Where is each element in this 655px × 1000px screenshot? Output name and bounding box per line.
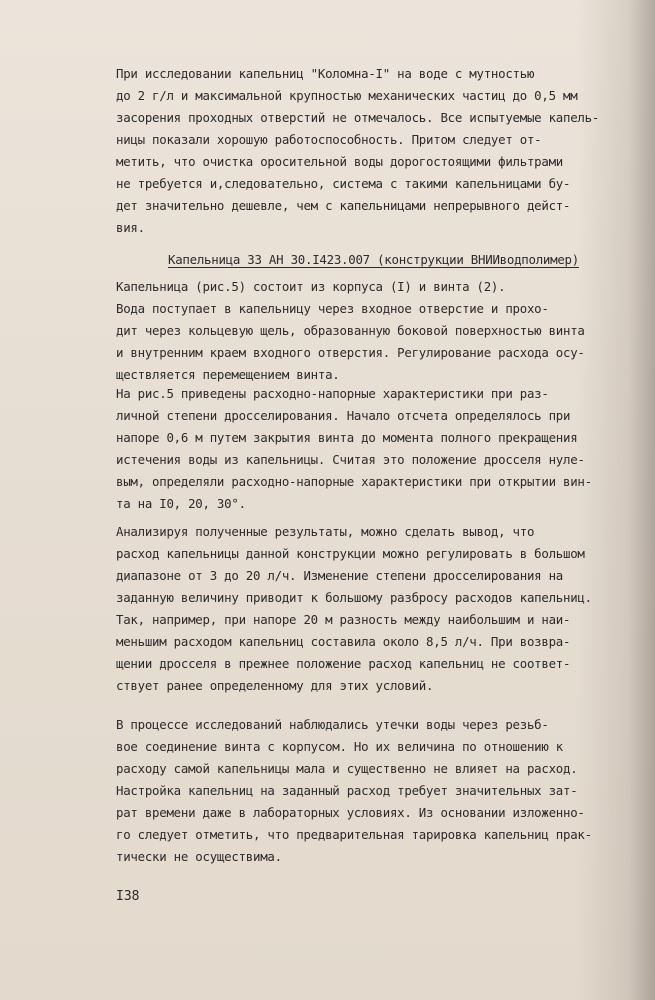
text-line: вия.: [116, 220, 145, 235]
text-line: Анализируя полученные результаты, можно сделать вывод, что: [116, 524, 535, 539]
text-line: расходу самой капельницы мала и существенно не влияет на расход.: [116, 761, 578, 776]
text-line: та на I0, 20, 30°.: [116, 496, 246, 511]
text-line: В процессе исследований наблюдались утечки воды через резьб-: [116, 717, 549, 732]
text-line: Настройка капельниц на заданный расход требует значительных зат-: [116, 783, 578, 798]
text-line: меньшим расходом капельниц составила около 8,5 л/ч. При возвра-: [116, 634, 571, 649]
section-heading: Капельница 33 АН 30.I423.007 (конструкции ВНИИводполимер): [168, 252, 579, 267]
text-line: и внутренним краем входного отверстия. Регулирование расхода осу-: [116, 345, 585, 360]
text-line: до 2 г/л и максимальной крупностью механических частиц до 0,5 мм: [116, 88, 578, 103]
text-line: вым, определяли расходно-напорные характеристики при открытии вин-: [116, 474, 592, 489]
text-line: ницы показали хорошую работоспособность. Притом следует от-: [116, 132, 542, 147]
text-line: тически не осуществима.: [116, 849, 282, 864]
text-line: При исследовании капельниц "Коломна-I" на воде с мутностью: [116, 66, 535, 81]
text-line: ствует ранее определенному для этих условий.: [116, 678, 434, 693]
text-line: дет значительно дешевле, чем с капельницами непрерывного дейст-: [116, 198, 571, 213]
text-line: напоре 0,6 м путем закрытия винта до момента полного прекращения: [116, 430, 578, 445]
text-line: Капельница (рис.5) состоит из корпуса (I) и винта (2).: [116, 279, 506, 294]
text-line: заданную величину приводит к большому разбросу расходов капельниц.: [116, 590, 592, 605]
text-line: ществляется перемещением винта.: [116, 367, 340, 382]
text-line: дит через кольцевую щель, образованную боковой поверхностью винта: [116, 323, 585, 338]
text-line: не требуется и,следовательно, система с такими капельницами бу-: [116, 176, 571, 191]
text-line: истечения воды из капельницы. Считая это положение дросселя нуле-: [116, 452, 585, 467]
text-line: Так, например, при напоре 20 м разность между наибольшим и наи-: [116, 612, 571, 627]
text-line: щении дросселя в прежнее положение расход капельниц не соответ-: [116, 656, 571, 671]
text-line: расход капельницы данной конструкции можно регулировать в большом: [116, 546, 585, 561]
text-line: засорения проходных отверстий не отмечалось. Все испытуемые капель-: [116, 110, 600, 125]
text-line: На рис.5 приведены расходно-напорные характеристики при раз-: [116, 386, 549, 401]
text-line: метить, что очистка оросительной воды дорогостоящими фильтрами: [116, 154, 564, 169]
text-line: вое соединение винта с корпусом. Но их величина по отношению к: [116, 739, 564, 754]
text-line: го следует отметить, что предварительная тарировка капельниц прак-: [116, 827, 592, 842]
text-line: личной степени дросселирования. Начало отсчета определялось при: [116, 408, 571, 423]
text-line: Вода поступает в капельницу через входное отверстие и прохо-: [116, 301, 549, 316]
text-line: диапазоне от 3 до 20 л/ч. Изменение степени дросселирования на: [116, 568, 564, 583]
page-number: I38: [116, 889, 140, 904]
text-line: рат времени даже в лабораторных условиях. Из основании изложенно-: [116, 805, 585, 820]
